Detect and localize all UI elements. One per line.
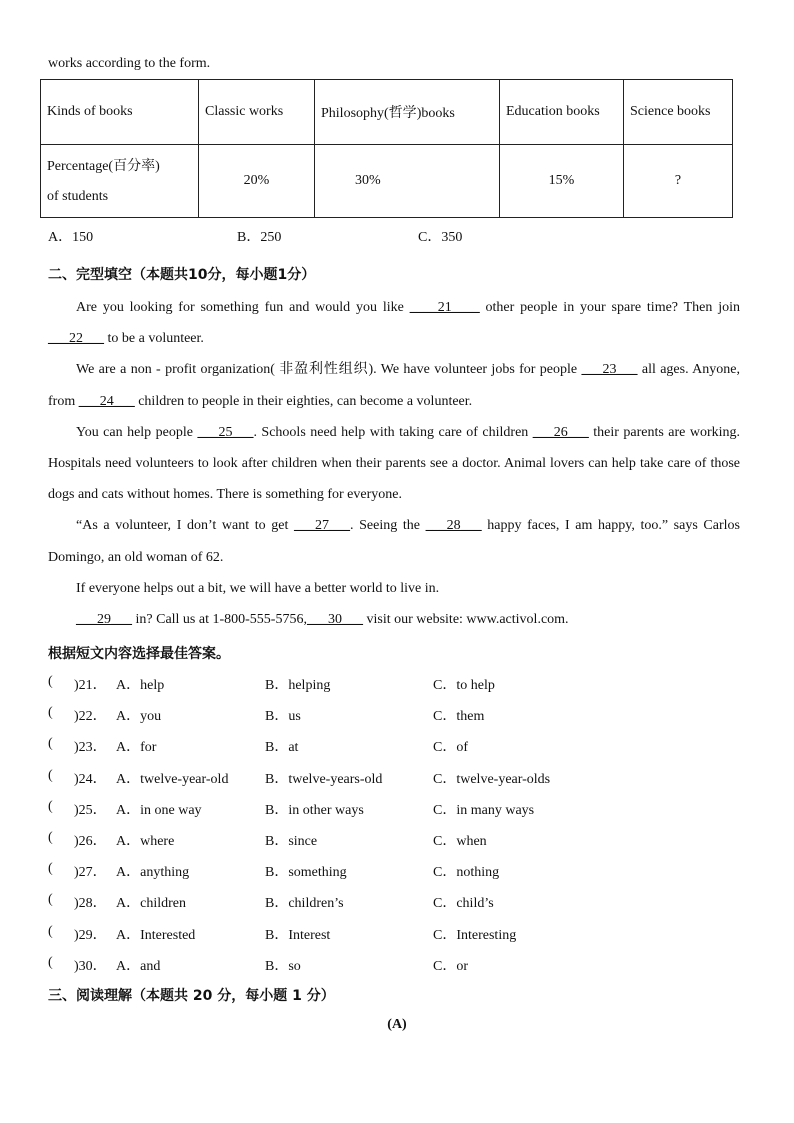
table-cell-philosophy-value: 30% (315, 145, 500, 218)
option-c: C．nothing (433, 865, 500, 881)
cloze-instruction: 根据短文内容选择最佳答案。 (48, 646, 230, 662)
blank-28: ___28___ (425, 518, 482, 534)
option-b: B．twelve-years-old (265, 771, 383, 787)
philosophy-books: )books (416, 106, 455, 121)
option-a: A．for (116, 740, 157, 756)
books-table (40, 79, 733, 218)
table-cell-kinds: Kinds of books (41, 80, 199, 145)
q19-options (48, 226, 462, 246)
passage-text: You can help people (76, 424, 198, 440)
passage-text: happy faces, I am happy, too.” says Carlos Domingo, an old woman of 62. (48, 518, 740, 565)
answer-paren[interactable]: ( (48, 798, 53, 814)
option-a: A．Interested (116, 927, 196, 943)
passage-paragraph (48, 604, 740, 635)
question-number: )21． (74, 678, 107, 693)
blank-29: ___29___ (76, 612, 132, 628)
option-a: A．you (116, 709, 162, 725)
percentage-cn: 百分率 (113, 157, 156, 174)
passage-text: . Schools need help with taking care of children (253, 424, 533, 440)
percentage-students: of students (47, 188, 109, 204)
option-b: B．helping (265, 678, 331, 693)
answer-paren[interactable]: ( (48, 861, 53, 877)
table-cell-philosophy (315, 80, 500, 145)
passage-text: their parents are working. Hospitals need volunteers to look after children when their parents see a doctor. Animal lovers can help take care of those dogs and cats without homes. There is something for everyone. (48, 424, 740, 503)
passage-text: Are you looking for something fun and would you like (76, 300, 410, 315)
option-a: A．twelve-year-old (116, 771, 229, 787)
question-number: )30． (74, 958, 107, 974)
option-c: C．of (433, 740, 468, 756)
percentage-en: Percentage( (47, 158, 114, 174)
answer-paren[interactable]: ( (48, 892, 53, 908)
passage-text: “As a volunteer, I don’t want to get (76, 518, 295, 534)
passage-text: all ages. Anyone, from (48, 362, 741, 409)
passage-paragraph (48, 354, 740, 416)
option-a: A．children (116, 896, 186, 912)
table-percentage-row (41, 145, 733, 218)
blank-22: ___22___ (48, 331, 104, 347)
table-cell-education-value: 15% (500, 145, 624, 218)
philosophy-en: Philosophy( (321, 106, 389, 121)
option-c: C．Interesting (433, 927, 517, 943)
option-b: B．children’s (265, 896, 344, 912)
section2-heading: 二、完型填空（本题共10分，每小题1分） (48, 267, 316, 283)
answer-paren[interactable]: ( (48, 923, 53, 939)
question-number: )29． (74, 927, 107, 943)
question-number: )28． (74, 896, 107, 912)
blank-27: ___27___ (294, 518, 351, 534)
passage-text: to be a volunteer. (104, 331, 204, 347)
answer-paren[interactable]: ( (48, 954, 53, 970)
option-b: B．Interest (265, 927, 331, 943)
question-number: )25． (74, 802, 107, 818)
question-number: )22． (74, 709, 107, 725)
option-c: C．to help (433, 678, 495, 693)
option-a: A．and (116, 958, 161, 974)
option-a: A．anything (116, 865, 190, 881)
q19-option-b: B．250 (237, 230, 282, 245)
percentage-close: ) (155, 158, 160, 174)
section3-sub: (A) (387, 1017, 407, 1032)
answer-paren[interactable]: ( (48, 830, 53, 845)
option-a: A．where (116, 834, 175, 849)
passage-text: in? Call us at 1-800-555-5756, (132, 612, 307, 628)
cloze-passage (48, 292, 740, 635)
option-a: A．help (116, 678, 165, 693)
philosophy-cn: 哲学 (388, 105, 417, 121)
answer-paren[interactable]: ( (48, 674, 53, 689)
answer-paren[interactable]: ( (48, 705, 53, 721)
passage-paragraph: If everyone helps out a bit, we will have a better world to live in. (76, 580, 440, 596)
passage-paragraph (48, 510, 740, 572)
answer-paren[interactable]: ( (48, 767, 53, 783)
passage-text: We are a non - profit organization( (76, 362, 280, 378)
question-number: )26． (74, 834, 107, 849)
passage-text: visit our website: www.activol.com. (362, 612, 569, 628)
blank-23: ___23___ (581, 362, 638, 378)
question-number: )23． (74, 740, 107, 756)
option-b: B．something (265, 865, 347, 881)
table-header-row (41, 80, 733, 145)
option-c: C．twelve-year-olds (433, 771, 551, 787)
passage-text: ). We have volunteer jobs for people (368, 362, 582, 378)
table-cell-education: Education books (500, 80, 624, 145)
blank-30: ___30___ (306, 612, 363, 628)
passage-paragraph (48, 417, 740, 511)
passage-paragraph (48, 292, 740, 354)
q19-option-a: A．150 (48, 230, 94, 245)
table-cell-science: Science books (624, 80, 733, 145)
q19-option-c: C．350 (418, 230, 463, 245)
option-b: B．at (265, 740, 299, 756)
blank-25: ___25___ (197, 424, 254, 440)
table-cell-percentage-label (41, 145, 199, 218)
table-cell-classic: Classic works (199, 80, 315, 145)
option-b: B．so (265, 958, 301, 974)
question-number: )24． (74, 771, 107, 787)
blank-24: ___24___ (78, 393, 135, 409)
table-cell-classic-value: 20% (199, 145, 315, 218)
option-b: B．us (265, 709, 301, 725)
blank-26: ___26___ (532, 424, 589, 440)
passage-text: children to people in their eighties, can become a volunteer. (134, 393, 473, 409)
option-c: C．in many ways (433, 802, 535, 818)
passage-cn-text: 非盈利性组织 (279, 361, 369, 378)
passage-text: . Seeing the (350, 518, 426, 534)
table-cell-science-value: ? (624, 145, 733, 218)
blank-21: ____21____ (409, 300, 480, 315)
intro-text: works according to the form. (48, 56, 211, 71)
passage-text: other people in your spare time? Then join (479, 300, 740, 315)
option-c: C．when (433, 834, 487, 849)
option-a: A．in one way (116, 802, 202, 818)
section3-heading: 三、阅读理解（本题共 20 分，每小题 1 分） (48, 988, 335, 1004)
option-b: B．since (265, 834, 318, 849)
question-number: )27． (74, 865, 107, 881)
option-c: C．them (433, 709, 485, 725)
answer-paren[interactable]: ( (48, 736, 53, 752)
option-b: B．in other ways (265, 802, 364, 818)
option-c: C．child’s (433, 896, 494, 912)
option-c: C．or (433, 958, 468, 974)
